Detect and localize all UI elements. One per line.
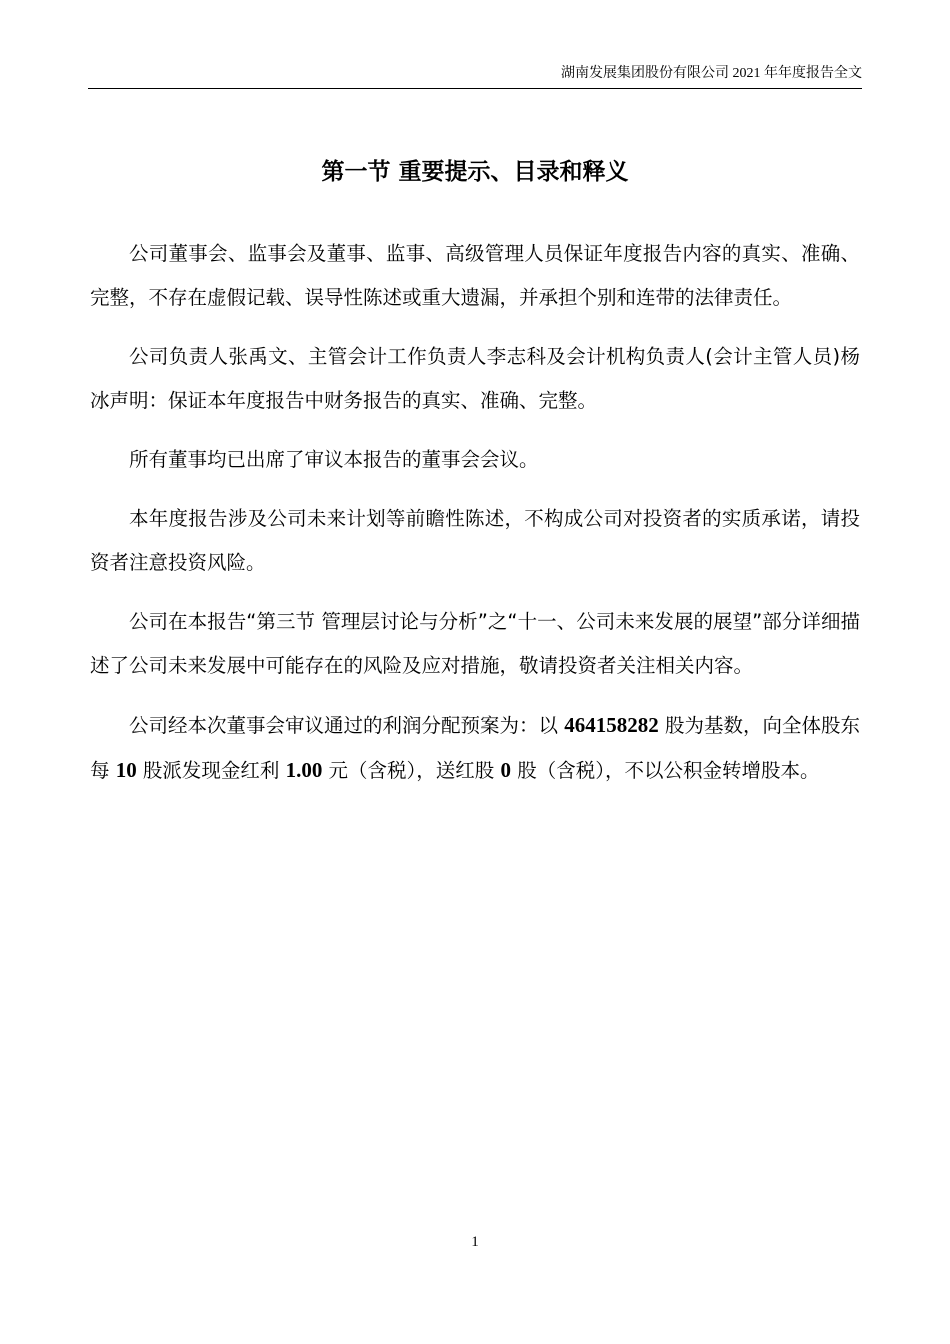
page-number: 1 (471, 1234, 479, 1250)
paragraph-risk-reference: 公司在本报告“第三节 管理层讨论与分析”之“十一、公司未来发展的展望”部分详细描述了公司未来发展中可能存在的风险及应对措施，敬请投资者关注相关内容。 (90, 610, 860, 677)
profit-text-1: 公司经本次董事会审议通过的利润分配预案为：以 (129, 714, 565, 737)
paragraph-management-declaration: 公司负责人张禹文、主管会计工作负责人李志科及会计机构负责人(会计主管人员)杨冰声明：保证本年度报告中财务报告的真实、准确、完整。 (90, 345, 860, 412)
paragraph-profit-distribution (90, 703, 860, 793)
profit-text-3: 股派发现金红利 (136, 759, 286, 782)
profit-text-5: 股（含税），不以公积金转增股本。 (511, 759, 820, 782)
cash-dividend-value: 1.00 (285, 758, 323, 782)
paragraph-board-attendance: 所有董事均已出席了审议本报告的董事会会议。 (129, 448, 539, 471)
document-body (90, 232, 860, 808)
paragraph-forward-looking-risk: 本年度报告涉及公司未来计划等前瞻性陈述，不构成公司对投资者的实质承诺，请投资者注意投资风险。 (90, 507, 860, 574)
running-header: 湖南发展集团股份有限公司 2021 年年度报告全文 (561, 66, 862, 81)
header-divider (88, 88, 862, 89)
section-title: 第一节 重要提示、目录和释义 (321, 159, 629, 185)
profit-text-4: 元（含税），送红股 (322, 759, 501, 782)
bonus-shares-value: 0 (500, 758, 512, 782)
shares-base-value: 464158282 (564, 713, 659, 737)
paragraph-responsibility-statement: 公司董事会、监事会及董事、监事、高级管理人员保证年度报告内容的真实、准确、完整，不存在虚假记载、误导性陈述或重大遗漏，并承担个别和连带的法律责任。 (90, 242, 860, 309)
profit-text-2: 股为基数，向全体股东每 (90, 714, 860, 782)
per-shares-value: 10 (115, 758, 137, 782)
